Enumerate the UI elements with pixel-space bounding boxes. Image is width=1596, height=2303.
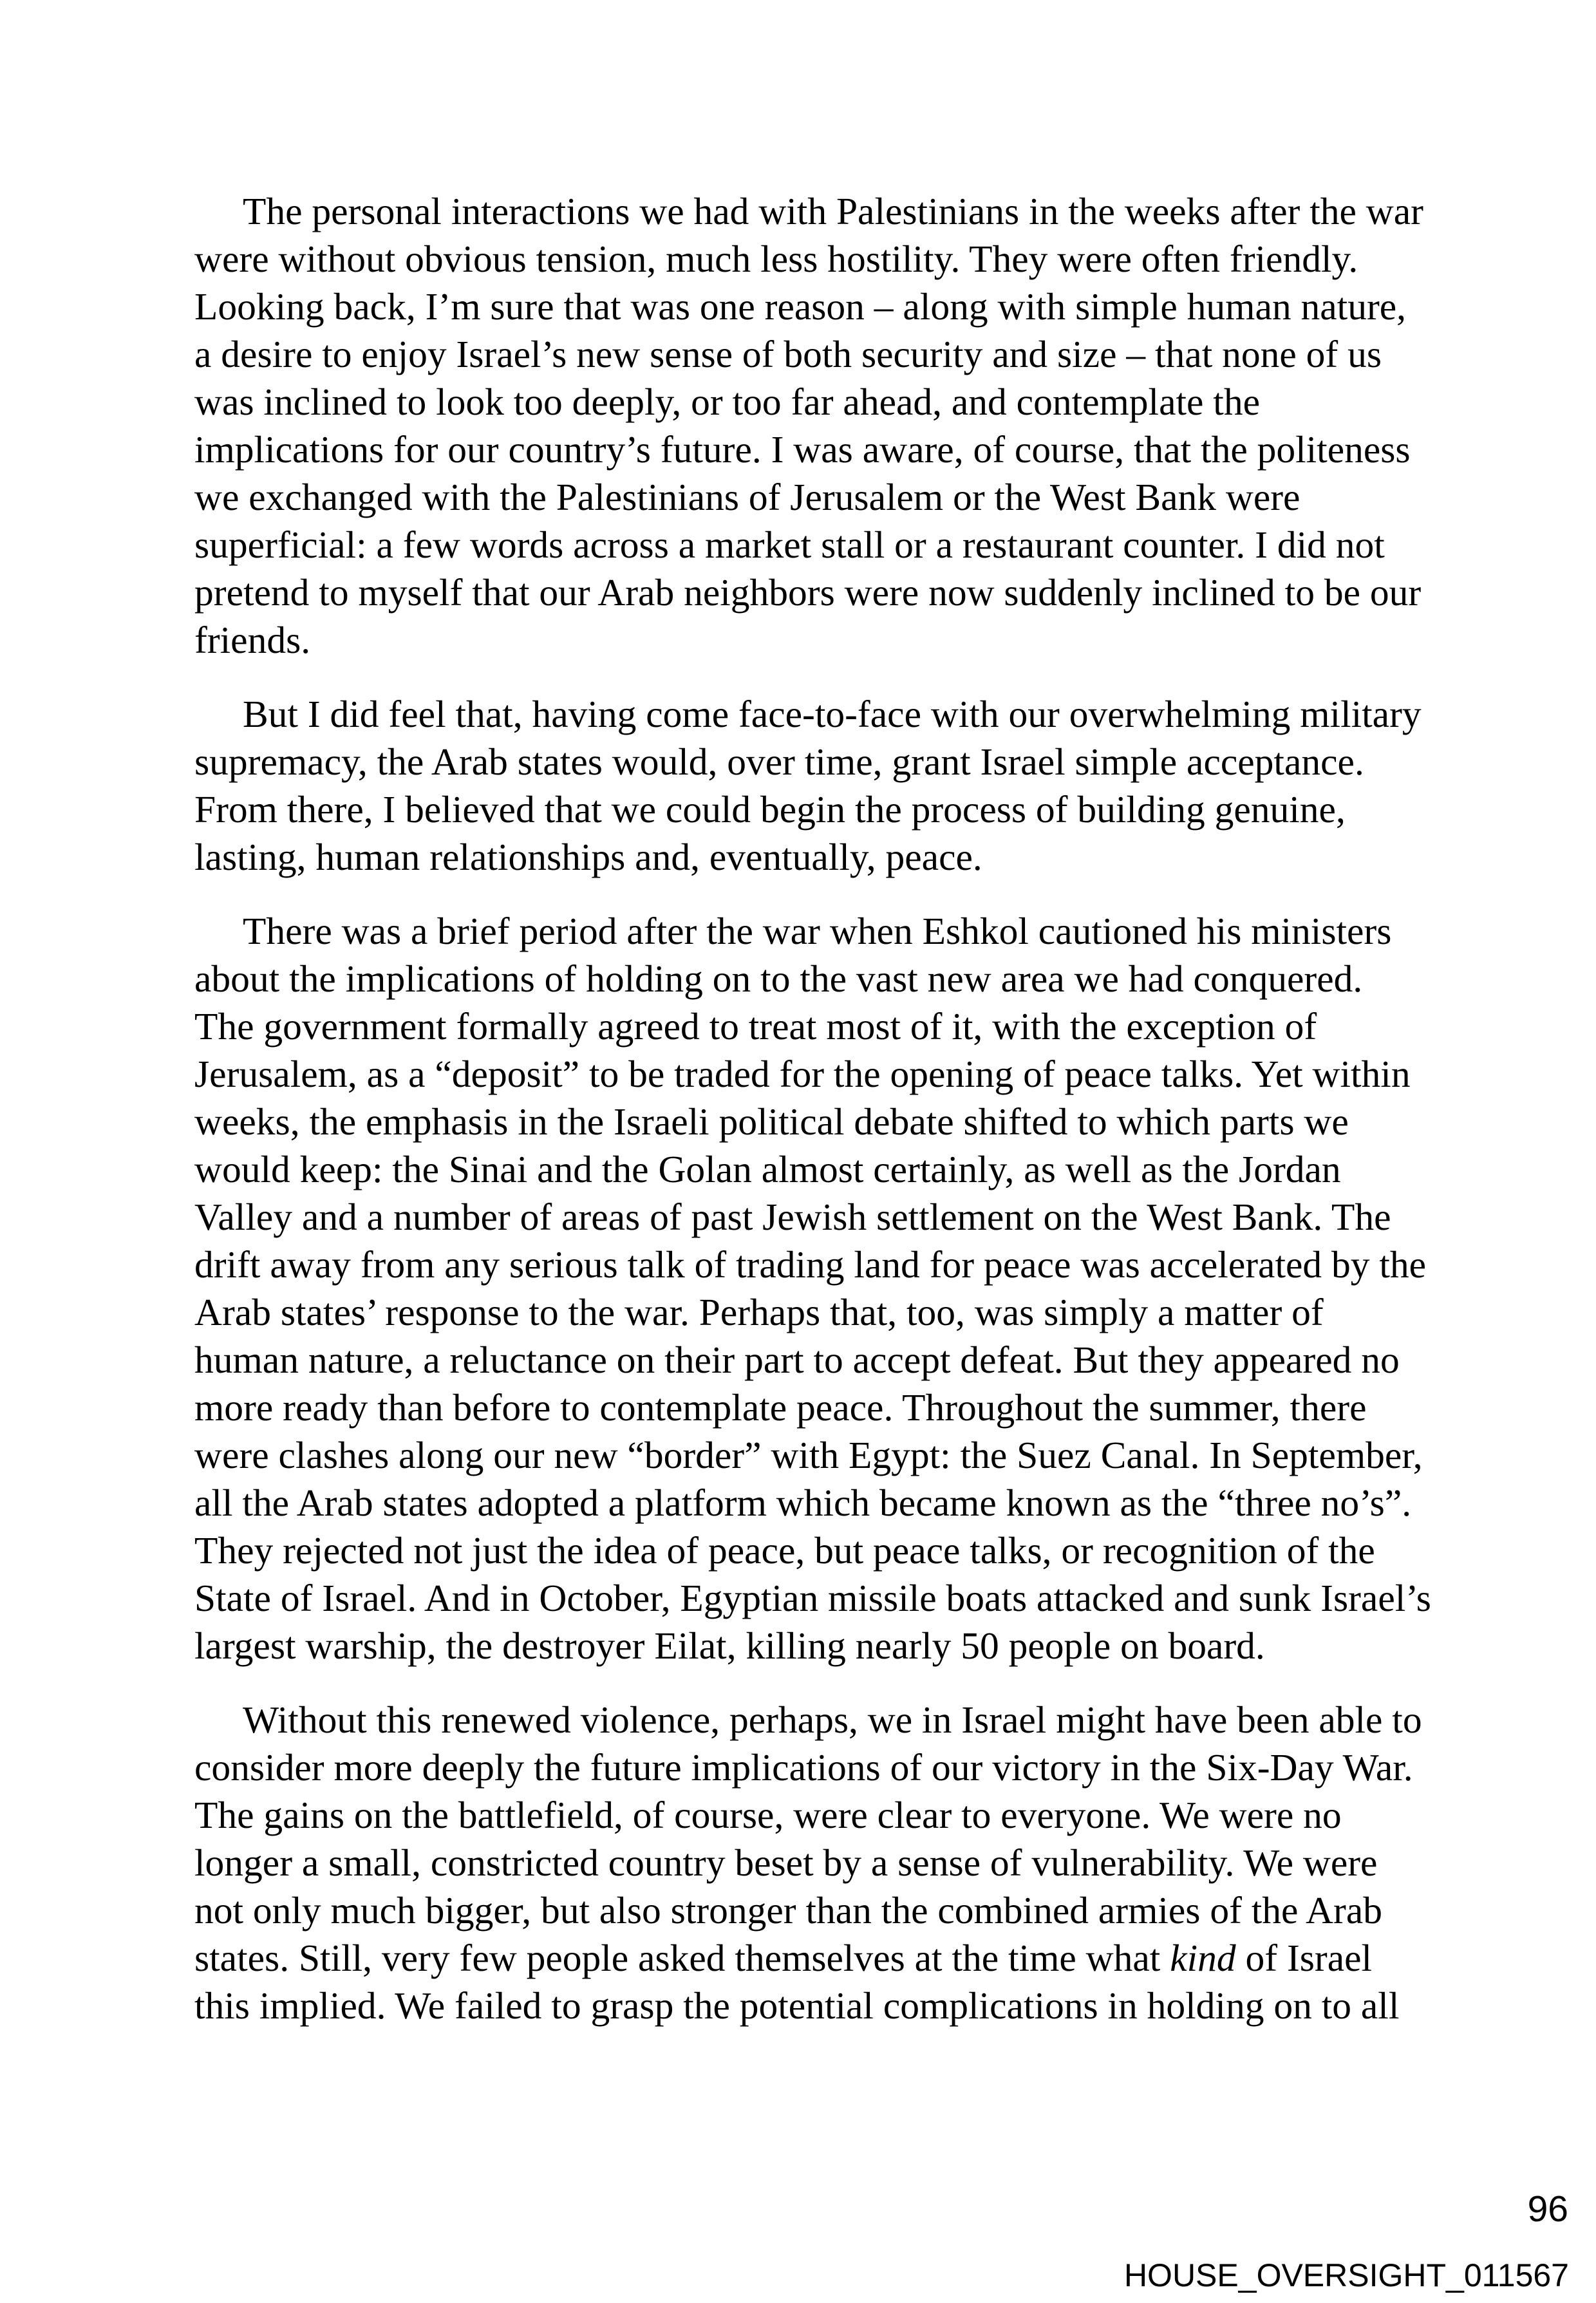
text-line: were without obvious tension, much less hostility. They were often friendly. bbox=[194, 238, 1358, 280]
text-line: would keep: the Sinai and the Golan almost certainly, as well as the Jordan bbox=[194, 1148, 1341, 1190]
text-line: largest warship, the destroyer Eilat, killing nearly 50 people on board. bbox=[194, 1624, 1265, 1667]
text-line: Jerusalem, as a “deposit” to be traded for the opening of peace talks. Yet within bbox=[194, 1053, 1411, 1095]
text-line: weeks, the emphasis in the Israeli political debate shifted to which parts we bbox=[194, 1100, 1349, 1143]
text-line: this implied. We failed to grasp the potential complications in holding on to all bbox=[194, 1984, 1400, 2027]
text-line: was inclined to look too deeply, or too far ahead, and contemplate the bbox=[194, 381, 1260, 423]
bates-number: HOUSE_OVERSIGHT_011567 bbox=[1123, 2257, 1569, 2293]
text-line: State of Israel. And in October, Egyptian missile boats attacked and sunk Israel’s bbox=[194, 1577, 1431, 1619]
text-line: supremacy, the Arab states would, over time, grant Israel simple acceptance. bbox=[194, 740, 1364, 783]
text-line: From there, I believed that we could begin the process of building genuine, bbox=[194, 788, 1346, 831]
text-line: Arab states’ response to the war. Perhaps that, too, was simply a matter of bbox=[194, 1291, 1324, 1333]
text-line: drift away from any serious talk of trading land for peace was accelerated by the bbox=[194, 1243, 1427, 1286]
text-line: were clashes along our new “border” with Egypt: the Suez Canal. In September, bbox=[194, 1434, 1423, 1476]
text-line: The personal interactions we had with Palestinians in the weeks after the war bbox=[243, 190, 1423, 232]
text-line: The government formally agreed to treat most of it, with the exception of bbox=[194, 1005, 1317, 1048]
text-line: Without this renewed violence, perhaps, we in Israel might have been able to bbox=[243, 1698, 1422, 1741]
text-line: not only much bigger, but also stronger than the combined armies of the Arab bbox=[194, 1889, 1382, 1932]
paragraph-3 bbox=[194, 907, 1431, 1669]
text-line: But I did feel that, having come face-to-face with our overwhelming military bbox=[243, 693, 1422, 735]
text-line: lasting, human relationships and, eventually, peace. bbox=[194, 836, 982, 878]
text-segment: states. Still, very few people asked themselves at the time what bbox=[194, 1937, 1170, 1979]
text-line: implications for our country’s future. I was aware, of course, that the politeness bbox=[194, 428, 1411, 471]
text-line: pretend to myself that our Arab neighbors were now suddenly inclined to be our bbox=[194, 571, 1422, 614]
body-text bbox=[194, 187, 1431, 2056]
text-line: Looking back, I’m sure that was one reason – along with simple human nature, bbox=[194, 285, 1407, 328]
text-line-with-emphasis bbox=[194, 1934, 1400, 1982]
text-line: human nature, a reluctance on their part to accept defeat. But they appeared no bbox=[194, 1339, 1400, 1381]
paragraph-2 bbox=[194, 690, 1422, 881]
text-line: There was a brief period after the war when Eshkol cautioned his ministers bbox=[243, 910, 1392, 952]
text-line: longer a small, constricted country beset by a sense of vulnerability. We were bbox=[194, 1841, 1378, 1884]
text-line: superficial: a few words across a market stall or a restaurant counter. I did not bbox=[194, 523, 1385, 566]
text-line: about the implications of holding on to the vast new area we had conquered. bbox=[194, 957, 1363, 1000]
text-line: we exchanged with the Palestinians of Jerusalem or the West Bank were bbox=[194, 476, 1300, 518]
text-line: a desire to enjoy Israel’s new sense of both security and size – that none of us bbox=[194, 333, 1382, 375]
text-line: more ready than before to contemplate peace. Throughout the summer, there bbox=[194, 1386, 1367, 1429]
text-line: Valley and a number of areas of past Jewish settlement on the West Bank. The bbox=[194, 1196, 1391, 1238]
emphasis-kind: kind bbox=[1170, 1937, 1236, 1979]
paragraph-1 bbox=[194, 187, 1423, 664]
page-number: 96 bbox=[1527, 2188, 1568, 2230]
text-line: all the Arab states adopted a platform which became known as the “three no’s”. bbox=[194, 1481, 1412, 1524]
text-line: They rejected not just the idea of peace, but peace talks, or recognition of the bbox=[194, 1529, 1375, 1572]
paragraph-4 bbox=[194, 1696, 1422, 2029]
text-segment: of Israel bbox=[1235, 1937, 1373, 1979]
text-line: consider more deeply the future implications of our victory in the Six-Day War. bbox=[194, 1746, 1413, 1789]
text-line: The gains on the battlefield, of course, were clear to everyone. We were no bbox=[194, 1794, 1342, 1836]
text-line: friends. bbox=[194, 619, 311, 661]
